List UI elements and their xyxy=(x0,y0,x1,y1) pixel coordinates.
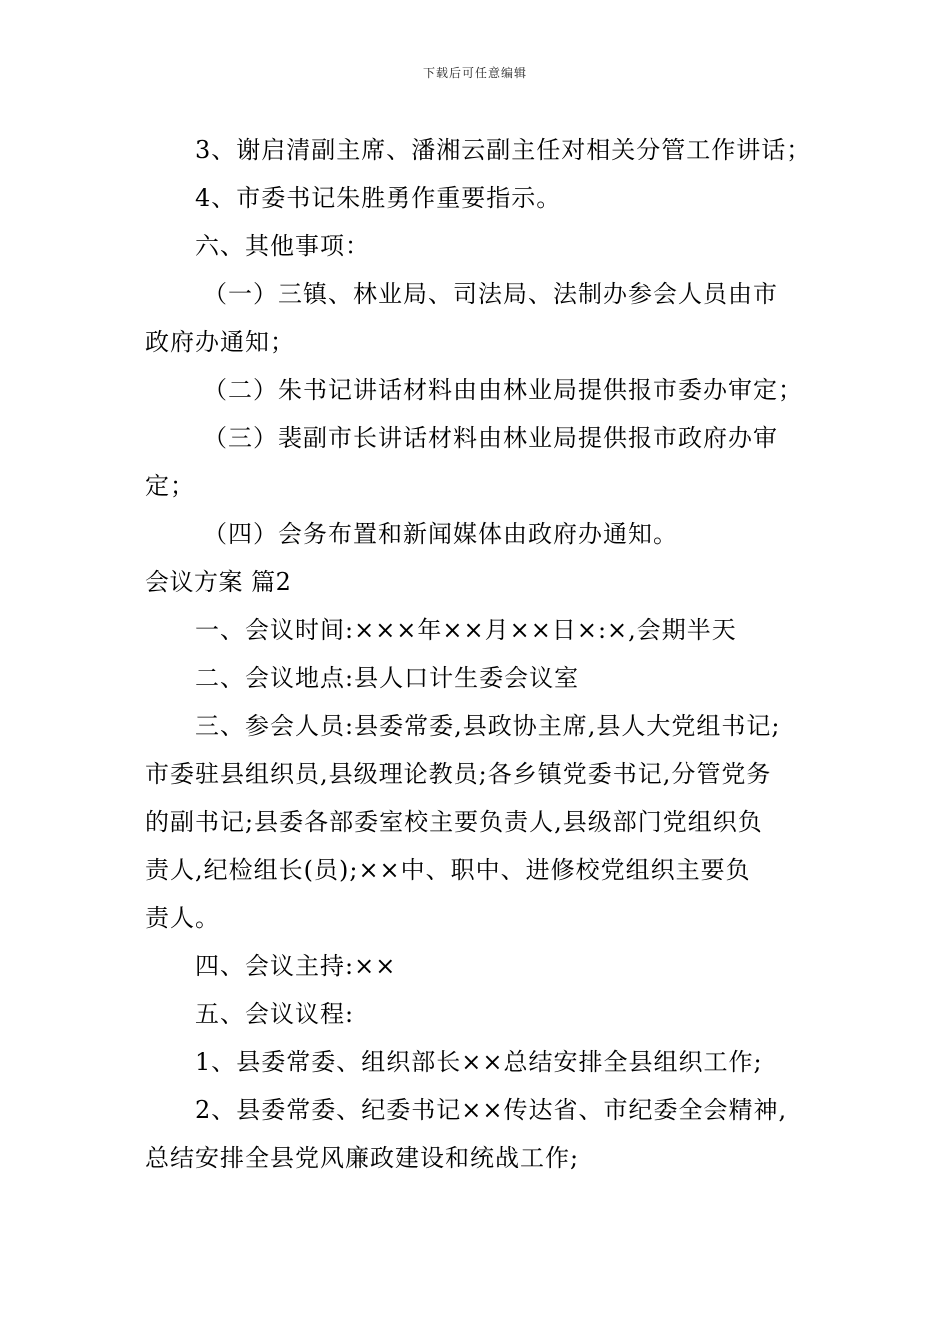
agenda-item-2-line-1: 2、县委常委、纪委书记××传达省、市纪委全会精神, xyxy=(195,1096,788,1124)
other-item-1-line-2: 政府办通知； xyxy=(145,328,295,356)
other-item-3-line-2: 定； xyxy=(145,472,195,500)
other-item-4: （四）会务布置和新闻媒体由政府办通知。 xyxy=(203,520,678,548)
attendees-line-2: 市委驻县组织员,县级理论教员;各乡镇党委书记,分管党务 xyxy=(145,760,772,788)
attendees-line-4: 责人,纪检组长(员);××中、职中、进修校党组织主要负 xyxy=(145,856,751,884)
meeting-location: 二、会议地点:县人口计生委会议室 xyxy=(195,664,580,692)
section-heading-plan-2: 会议方案 篇2 xyxy=(145,568,292,596)
attendees-line-3: 的副书记;县委各部委室校主要负责人,县级部门党组织负 xyxy=(145,808,763,836)
meeting-host: 四、会议主持:×× xyxy=(195,952,397,980)
header-note: 下载后可任意编辑 xyxy=(422,66,527,80)
meeting-time: 一、会议时间:×××年××月××日×:×,会期半天 xyxy=(195,616,737,644)
other-item-3-line-1: （三）裴副市长讲话材料由林业局提供报市政府办审 xyxy=(203,424,778,452)
agenda-item-1: 1、县委常委、组织部长××总结安排全县组织工作; xyxy=(195,1048,763,1076)
section-other-matters: 六、其他事项： xyxy=(195,232,370,260)
meeting-agenda-heading: 五、会议议程: xyxy=(195,1000,355,1028)
agenda-item-2-line-2: 总结安排全县党风廉政建设和统战工作; xyxy=(145,1144,580,1172)
other-item-1-line-1: （一）三镇、林业局、司法局、法制办参会人员由市 xyxy=(203,280,778,308)
attendees-line-5: 责人。 xyxy=(145,904,220,932)
attendees-line-1: 三、参会人员:县委常委,县政协主席,县人大党组书记; xyxy=(195,712,781,740)
document-body xyxy=(145,126,815,1182)
other-item-2: （二）朱书记讲话材料由由林业局提供报市委办审定； xyxy=(203,376,803,404)
agenda-item-3: 3、谢启清副主席、潘湘云副主任对相关分管工作讲话； xyxy=(195,136,812,164)
agenda-item-4: 4、市委书记朱胜勇作重要指示。 xyxy=(195,184,562,212)
